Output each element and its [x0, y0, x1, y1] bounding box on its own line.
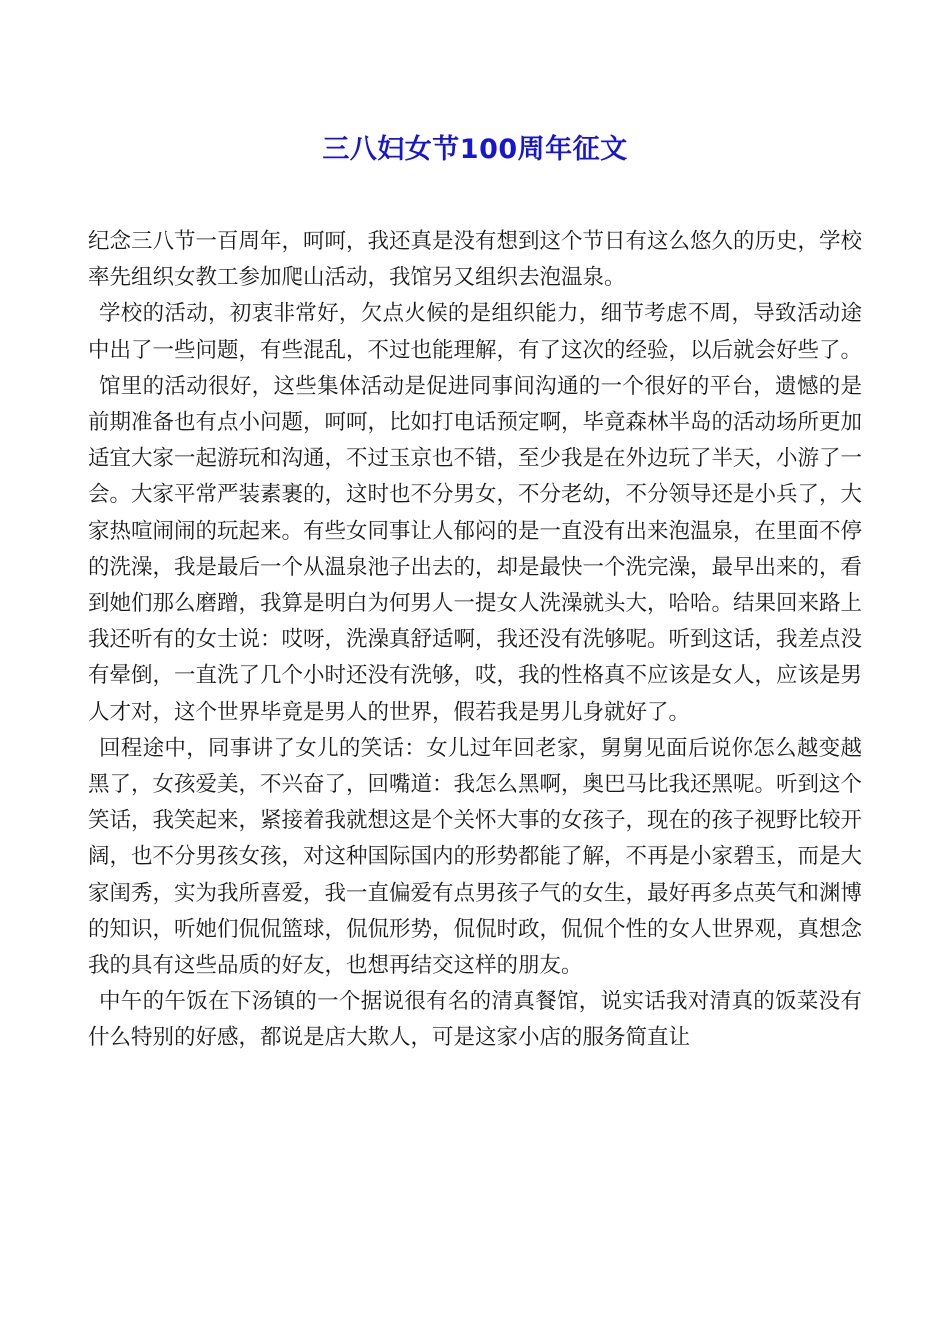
paragraph-1: 纪念三八节一百周年，呵呵，我还真是没有想到这个节日有这么悠久的历史，学校率先组织女教工参加爬山活动，我馆另又组织去泡温泉。 [88, 229, 863, 291]
document-title: 三八妇女节100周年征文 [322, 134, 628, 165]
document-body [88, 224, 862, 1057]
paragraph-4: 回程途中，同事讲了女儿的笑话：女儿过年回老家，舅舅见面后说你怎么越变越黑了，女孩爱美，不兴奋了，回嘴道：我怎么黑啊，奥巴马比我还黑呢。听到这个笑话，我笑起来，紧接着我就想这是个关怀大事的女孩子，现在的孩子视野比较开阔，也不分男孩女孩，对这种国际国内的形势都能了解，不再是小家碧玉，而是大家闺秀，实为我所喜爱，我一直偏爱有点男孩子气的女生，最好再多点英气和渊博的知识，听她们侃侃篮球，侃侃形势，侃侃时政，侃侃个性的女人世界观，真想念我的具有这些品质的好友，也想再结交这样的朋友。 [88, 735, 863, 979]
paragraph-5: 中午的午饭在下汤镇的一个据说很有名的清真餐馆，说实话我对清真的饭菜没有什么特别的好感，都说是店大欺人，可是这家小店的服务简直让 [88, 989, 862, 1051]
paragraph-3: 馆里的活动很好，这些集体活动是促进同事间沟通的一个很好的平台，遗憾的是前期准备也有点小问题，呵呵，比如打电话预定啊，毕竟森林半岛的活动场所更加适宜大家一起游玩和沟通，不过玉京也不错，至少我是在外边玩了半天，小游了一会。大家平常严装素裹的，这时也不分男女，不分老幼，不分领导还是小兵了，大家热喧闹闹的玩起来。有些女同事让人郁闷的是一直没有出来泡温泉，在里面不停的洗澡，我是最后一个从温泉池子出去的，却是最快一个洗完澡，最早出来的，看到她们那么磨蹭，我算是明白为何男人一提女人洗澡就头大，哈哈。结果回来路上我还听有的女士说：哎呀，洗澡真舒适啊，我还没有洗够呢。听到这话，我差点没有晕倒，一直洗了几个小时还没有洗够，哎，我的性格真不应该是女人，应该是男人才对，这个世界毕竟是男人的世界，假若我是男儿身就好了。 [88, 373, 863, 725]
paragraph-2: 学校的活动，初衷非常好，欠点火候的是组织能力，细节考虑不周，导致活动途中出了一些问题，有些混乱，不过也能理解，有了这次的经验，以后就会好些了。 [88, 301, 863, 363]
